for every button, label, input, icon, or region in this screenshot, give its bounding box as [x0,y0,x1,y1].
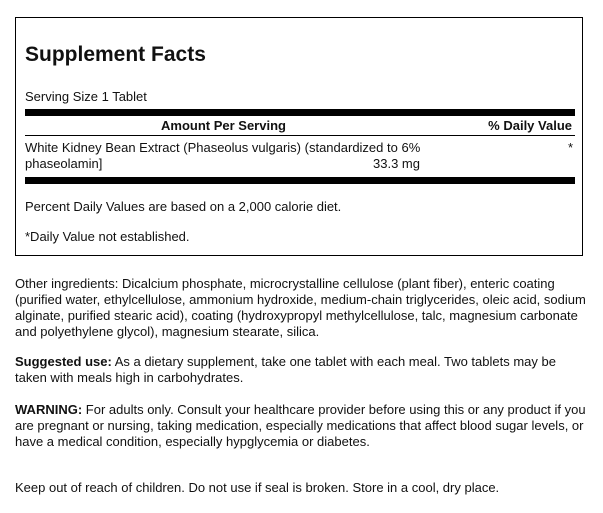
divider-thin [25,135,575,136]
suggested-use-label: Suggested use: [15,354,112,369]
serving-size: Serving Size 1 Tablet [25,89,147,104]
facts-title: Supplement Facts [25,43,206,66]
suggested-use-text: As a dietary supplement, take one tablet with each meal. Two tablets may be taken with meals high in carbohydrates. [15,354,556,385]
ingredient-daily-value: * [567,140,573,155]
divider-thick-bottom [25,177,575,184]
ingredient-amount: 33.3 mg [373,156,420,171]
supplement-facts-panel [15,17,583,256]
warning [15,402,587,450]
storage-instructions: Keep out of reach of children. Do not use if seal is broken. Store in a cool, dry place. [15,480,500,495]
warning-label: WARNING: [15,402,83,417]
daily-value-header: % Daily Value [488,118,572,133]
suggested-use [15,354,587,386]
warning-text: For adults only. Consult your healthcare provider before using this or any product if you are pregnant or nursing, taking medication, especially medications that affect blood sugar levels, or have a medical condition, especially hypglycemia or diabetes. [15,402,586,449]
not-established-note: *Daily Value not established. [25,229,190,244]
amount-per-serving-header: Amount Per Serving [161,118,286,133]
other-ingredients: Other ingredients: Dicalcium phosphate, microcrystalline cellulose (plant fiber), enteric coating (purified water, ethylcellulose, ammonium hydroxide, medium-chain triglycerides, oleic acid, sodium alginate, purified stearic acid), coating (hydroxypropyl methylcellulose, talc, magnesium carbonate and polyethylene glycol), magnesium stearate, silica. [15,276,586,339]
ingredient-name: White Kidney Bean Extract (Phaseolus vulgaris) (standardized to 6% phaseolamin] [25,140,421,171]
divider-thick-top [25,109,575,116]
daily-value-basis-note: Percent Daily Values are based on a 2,000 calorie diet. [25,199,342,214]
